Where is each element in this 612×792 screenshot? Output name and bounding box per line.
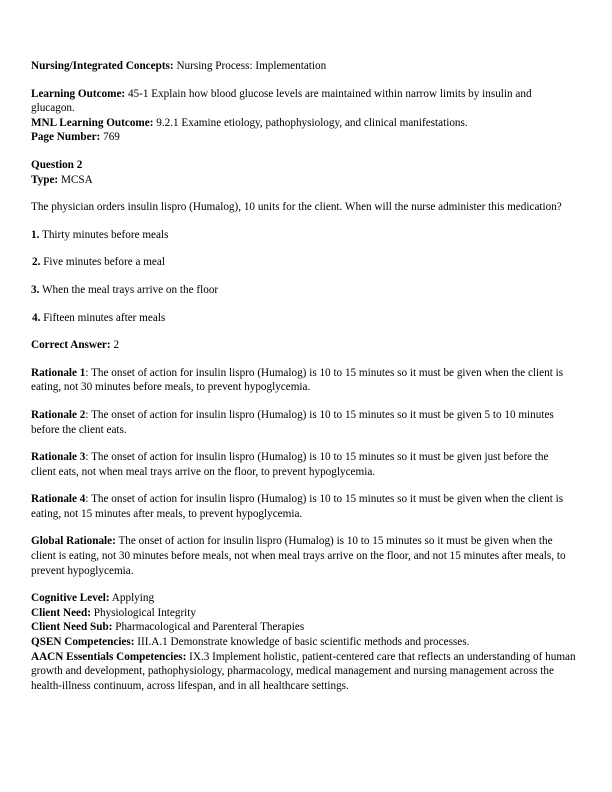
- question-title: Question 2: [31, 158, 83, 171]
- concepts-value: Nursing Process: Implementation: [176, 60, 327, 72]
- question-type-line: [31, 173, 576, 188]
- learning-outcome-value: 45-1 Explain how blood glucose levels are maintained within narrow limits by insulin and glucagon.: [31, 87, 532, 115]
- question-type-label: Type:: [31, 173, 59, 186]
- correct-answer-label: Correct Answer:: [31, 339, 111, 352]
- rationale-2: Rationale 2: The onset of action for insulin lispro (Humalog) is 10 to 15 minutes so it must be given 5 to 10 minutes before the client eats.: [31, 408, 554, 436]
- rationale-1: Rationale 1: The onset of action for insulin lispro (Humalog) is 10 to 15 minutes so it must be given when the client is eating, not 30 minutes before meals, to prevent hypoglycemia.: [31, 366, 564, 394]
- page-number-label: Page Number:: [31, 131, 101, 144]
- learning-outcome-line: [31, 87, 576, 116]
- global-rationale-text: The onset of action for insulin lispro (Humalog) is 10 to 15 minutes so it must be given when the client is eating, not 30 minutes before meals, not when meal trays arrive on the floor, and not 15 minutes after meals, to prevent hypoglycemia.: [31, 535, 566, 577]
- aacn-competencies-line: AACN Essentials Competencies: IX.3 Implement holistic, patient-centered care that reflects an understanding of human growth and development, pathophysiology, pharmacology, medical management and nursing management across the health-illness continuum, across lifespan, and in all healthcare settings.: [31, 650, 576, 692]
- global-rationale-label: Global Rationale:: [31, 535, 116, 548]
- option-4: 4. Fifteen minutes after meals: [32, 311, 166, 324]
- client-need-sub-line: Client Need Sub: Pharmacological and Parenteral Therapies: [31, 621, 305, 634]
- mnl-outcome-label: MNL Learning Outcome:: [31, 116, 154, 129]
- correct-answer-line: [31, 338, 576, 353]
- correct-answer-value: 2: [113, 339, 120, 352]
- rationale-3: Rationale 3: The onset of action for insulin lispro (Humalog) is 10 to 15 minutes so it must be given just before the client eats, not when meal trays arrive on the floor, to prevent hypoglycemia.: [31, 451, 549, 478]
- document-page: [31, 59, 576, 693]
- concepts-label: Nursing/Integrated Concepts:: [31, 60, 174, 72]
- page-number-line: [31, 130, 576, 145]
- option-2: 2. Five minutes before a meal: [32, 256, 165, 269]
- learning-outcome-label: Learning Outcome:: [31, 87, 126, 100]
- page-number-value: 769: [103, 131, 120, 144]
- client-need-line: Client Need: Physiological Integrity: [31, 606, 196, 619]
- question-stem: The physician orders insulin lispro (Humalog), 10 units for the client. When will the nurse administer this medication?: [31, 201, 562, 214]
- mnl-outcome-line: [31, 116, 576, 131]
- concepts-line: [31, 59, 576, 74]
- option-3: 3. When the meal trays arrive on the floor: [31, 283, 219, 296]
- mnl-outcome-value: 9.2.1 Examine etiology, pathophysiology, and clinical manifestations.: [156, 116, 468, 129]
- qsen-competencies-line: QSEN Competencies: III.A.1 Demonstrate knowledge of basic scientific methods and processes.: [31, 636, 470, 649]
- global-rationale: [31, 534, 576, 578]
- cognitive-level-line: Cognitive Level: Applying: [31, 592, 155, 605]
- question-type-value: MCSA: [60, 173, 93, 186]
- rationale-4: Rationale 4: The onset of action for insulin lispro (Humalog) is 10 to 15 minutes so it must be given when the client is eating, not 15 minutes after meals, to prevent hypoglycemia.: [31, 493, 564, 520]
- option-1: 1. Thirty minutes before meals: [31, 228, 169, 241]
